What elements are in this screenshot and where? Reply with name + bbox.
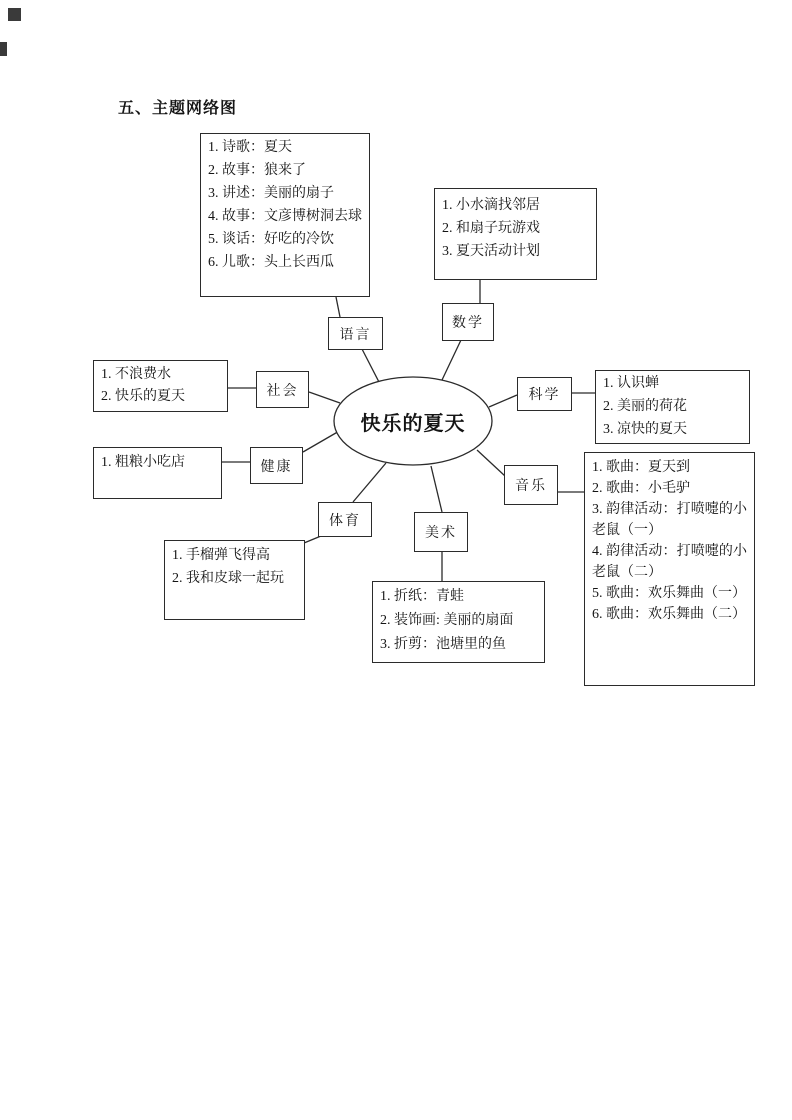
node-pe: 体育 (318, 502, 372, 537)
list-item: 2. 和扇子玩游戏 (442, 221, 540, 236)
list-item: 2. 装饰画: 美丽的扇面 (380, 613, 514, 628)
list-item: 3. 韵律活动：打喷嚏的小老鼠（一） (592, 502, 747, 538)
science-content-box (595, 370, 750, 444)
node-health: 健康 (250, 447, 303, 484)
list-item: 1. 诗歌：夏天 (208, 140, 292, 155)
node-art: 美术 (414, 512, 468, 552)
node-language: 语言 (328, 317, 383, 350)
list-item: 1. 歌曲：夏天到 (592, 460, 690, 475)
math-content-box (434, 188, 597, 280)
list-item: 4. 故事：文彦博树洞去球 (208, 209, 362, 224)
list-item: 5. 歌曲：欢乐舞曲（一） (592, 586, 746, 601)
list-item: 3. 凉快的夏天 (603, 422, 687, 437)
list-item: 2. 故事：狼来了 (208, 163, 306, 178)
list-item: 2. 美丽的荷花 (603, 399, 687, 414)
language-content-box (200, 133, 370, 297)
health-content-box (93, 447, 222, 499)
list-item: 3. 折剪：池塘里的鱼 (380, 637, 506, 652)
social-content-box (93, 360, 228, 412)
list-item: 5. 谈话：好吃的冷饮 (208, 232, 334, 247)
list-item: 1. 粗粮小吃店 (101, 455, 185, 470)
list-item: 6. 歌曲：欢乐舞曲（二） (592, 607, 746, 622)
pe-content-box (164, 540, 305, 620)
node-math: 数学 (442, 303, 494, 341)
center-topic-label: 快乐的夏天 (360, 413, 466, 435)
list-item: 1. 手榴弹飞得高 (172, 548, 270, 563)
list-item: 3. 夏天活动计划 (442, 244, 540, 259)
art-content-box (372, 581, 545, 663)
list-item: 4. 韵律活动：打喷嚏的小老鼠（二） (592, 544, 747, 580)
node-social: 社会 (256, 371, 309, 408)
list-item: 6. 儿歌：头上长西瓜 (208, 255, 334, 270)
list-item: 2. 快乐的夏天 (101, 389, 185, 404)
list-item: 1. 不浪费水 (101, 367, 171, 382)
list-item: 1. 折纸：青蛙 (380, 589, 464, 604)
music-content-box (584, 452, 755, 686)
node-science: 科学 (517, 377, 572, 411)
list-item: 2. 歌曲：小毛驴 (592, 481, 690, 496)
list-item: 3. 讲述：美丽的扇子 (208, 186, 334, 201)
node-music: 音乐 (504, 465, 558, 505)
list-item: 2. 我和皮球一起玩 (172, 571, 284, 586)
page-title: 五、主题网络图 (118, 100, 238, 117)
list-item: 1. 认识蝉 (603, 376, 659, 391)
list-item: 1. 小水滴找邻居 (442, 198, 540, 213)
